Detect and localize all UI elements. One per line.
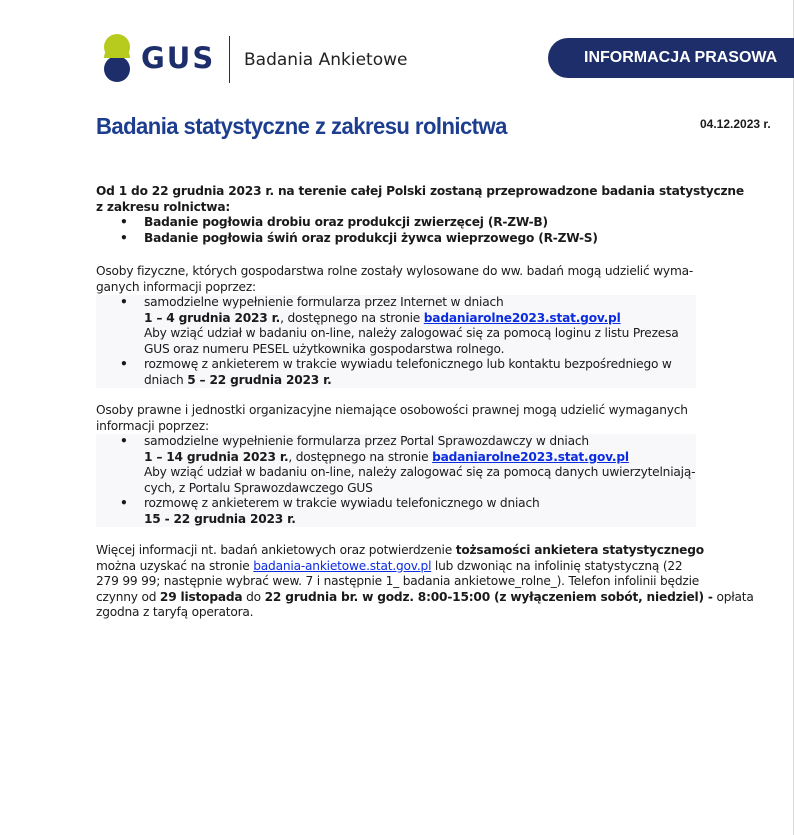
lead-paragraph — [96, 184, 744, 246]
option-online — [96, 295, 696, 357]
option-text: , dostępnego na stronie — [288, 449, 433, 464]
option-dates: 15 - 22 grudnia 2023 r. — [144, 511, 296, 526]
option-text: • rozmowę z ankieterem w trakcie wywiadu telefonicznego lub kontaktu bezpośredniego w — [144, 357, 672, 371]
lead-line-2: z zakresu rolnictwa: — [96, 199, 231, 214]
more-info-text: opłata — [712, 589, 754, 604]
more-info-text: można uzyskać na stronie — [96, 558, 254, 573]
gus-logo-icon — [99, 34, 135, 82]
option-text: Aby wziąć udział w badaniu on-line, należy zalogować się za pomocą danych uwierzytelniają- — [144, 465, 696, 479]
survey-list — [96, 215, 696, 246]
logo-subtitle: Badania Ankietowe — [244, 50, 408, 70]
option-dates-line — [144, 373, 696, 389]
option-text: • rozmowę z ankieterem w trakcie wywiadu telefonicznego w dniach — [144, 496, 540, 510]
option-dates: 5 – 22 grudnia 2023 r. — [187, 372, 332, 387]
option-text: cych, z Portalu Sprawozdawczego GUS — [144, 480, 373, 495]
more-info-line: 279 99 99; następnie wybrać wew. 7 i następnie 1_ badania ankietowe_rolne_). Telefon infolinii będzie — [96, 574, 700, 588]
more-info-emphasis: 29 listopada — [159, 589, 243, 604]
section-legal-entities — [96, 403, 696, 527]
survey-info-link[interactable]: badania-ankietowe.stat.gov.pl — [253, 558, 432, 573]
option-text: • samodzielne wypełnienie formularza przez Internet w dniach — [144, 295, 504, 309]
option-text: Aby wziąć udział w badaniu on-line, należy zalogować się za pomocą loginu z listu Prezesa — [144, 326, 679, 340]
section2-options — [96, 434, 696, 527]
more-info-paragraph — [96, 543, 754, 621]
section1-intro-1: Osoby fizyczne, których gospodarstwa rolne zostały wylosowane do ww. badań mogą udzielić wyma- — [96, 264, 694, 278]
section2-options-box — [96, 434, 696, 527]
option-text: GUS oraz numeru PESEL użytkownika gospodarstwa rolnego. — [144, 341, 505, 356]
release-date: 04.12.2023 r. — [700, 117, 771, 131]
option-dates: 1 – 4 grudnia 2023 r. — [144, 310, 281, 325]
more-info-line: zgodna z taryfą operatora. — [96, 605, 254, 619]
more-info-emphasis: tożsamości ankietera statystycznego — [455, 543, 704, 557]
option-dates-line — [144, 450, 696, 466]
section2-intro-2: informacji poprzez: — [96, 418, 209, 433]
page-title: Badania statystyczne z zakresu rolnictwa — [96, 113, 507, 139]
more-info-text: Więcej informacji nt. badań ankietowych oraz potwierdzenie — [96, 543, 456, 557]
option-text: dniach — [144, 372, 188, 387]
option-text: • samodzielne wypełnienie formularza przez Portal Sprawozdawczy w dniach — [144, 434, 589, 448]
more-info-line — [96, 543, 704, 559]
survey-item: • Badanie pogłowia drobiu oraz produkcji zwierzęcej (R-ZW-B) — [96, 215, 696, 231]
option-text: , dostępnego na stronie — [280, 310, 424, 325]
section1-intro-2: ganych informacji poprzez: — [96, 279, 256, 294]
more-info-emphasis: 22 grudnia br. w godz. 8:00-15:00 (z wyłączeniem sobót, niedziel) - — [264, 589, 713, 604]
more-info-text: do — [242, 589, 265, 604]
logo-wordmark: GUS — [141, 41, 216, 75]
survey-item: • Badanie pogłowia świń oraz produkcji żywca wieprzowego (R-ZW-S) — [96, 231, 696, 247]
option-dates-line — [144, 311, 696, 327]
lead-line-1: Od 1 do 22 grudnia 2023 r. na terenie całej Polski zostaną przeprowadzone badania statystyczne — [96, 184, 744, 198]
option-phone-interview — [96, 496, 696, 527]
option-interview — [96, 357, 696, 388]
option-dates: 1 – 14 grudnia 2023 r. — [144, 449, 289, 464]
section1-options-box — [96, 295, 696, 388]
section2-intro-1: Osoby prawne i jednostki organizacyjne niemające osobowości prawnej mogą udzielić wymaganych — [96, 403, 688, 417]
logo-divider — [229, 36, 230, 83]
section-individuals — [96, 264, 696, 388]
survey-link[interactable]: badaniarolne2023.stat.gov.pl — [432, 449, 629, 464]
more-info-text: lub dzwoniąc na infolinię statystyczną (22 — [431, 558, 683, 573]
more-info-line — [96, 559, 696, 575]
survey-link[interactable]: badaniarolne2023.stat.gov.pl — [423, 310, 621, 325]
more-info-line — [96, 589, 754, 606]
press-release-badge: INFORMACJA PRASOWA — [548, 38, 794, 78]
option-portal — [96, 434, 696, 496]
more-info-text: czynny od — [96, 589, 160, 604]
section1-options — [96, 295, 696, 388]
